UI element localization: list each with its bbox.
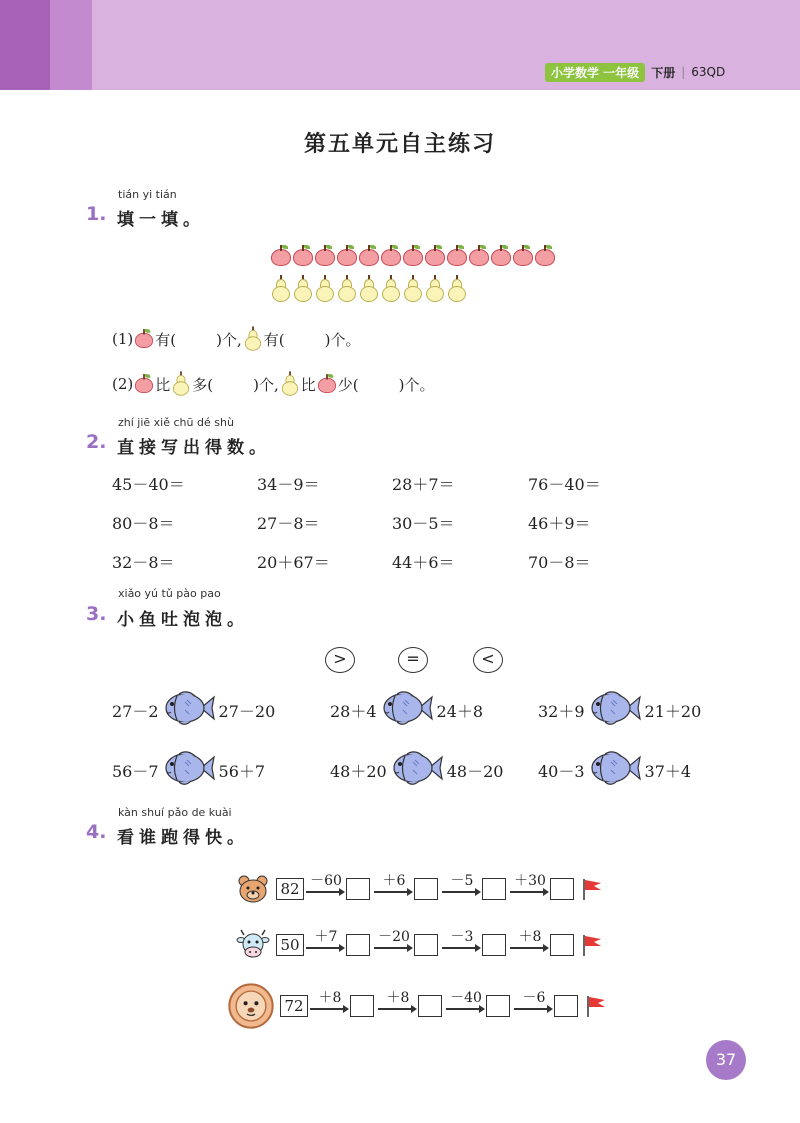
q3-number: 3. xyxy=(86,603,107,625)
q1-line2-prefix: (2) xyxy=(112,375,134,393)
race-row-bear xyxy=(236,872,604,906)
apple-icon xyxy=(134,374,154,394)
answer-box[interactable] xyxy=(414,878,438,900)
fish-comparison xyxy=(538,748,691,792)
header-separator: | xyxy=(681,65,686,79)
fish-icon xyxy=(163,688,215,728)
calc-problem[interactable]: 32－8＝ xyxy=(112,553,175,572)
q1-line1-has2: 有( xyxy=(263,330,285,349)
race-step xyxy=(304,929,372,956)
page-header xyxy=(0,0,800,90)
fish-icon xyxy=(391,748,443,788)
apple-icon xyxy=(512,245,534,267)
race-step xyxy=(508,929,576,956)
answer-box[interactable] xyxy=(346,878,370,900)
page-number: 37 xyxy=(706,1040,746,1080)
right-expression: 37＋4 xyxy=(644,761,692,781)
answer-box[interactable] xyxy=(550,878,574,900)
fish-comparison xyxy=(330,688,483,732)
pear-icon xyxy=(380,275,402,303)
arrow-icon xyxy=(374,891,411,893)
arrow-icon xyxy=(514,1008,551,1010)
header-badge xyxy=(545,63,725,81)
q4-pinyin: kàn shuí pǎo de kuài xyxy=(118,806,232,819)
apple-icon xyxy=(402,245,424,267)
apple-icon xyxy=(292,245,314,267)
left-expression: 56－7 xyxy=(112,761,159,781)
apple-icon xyxy=(446,245,468,267)
left-expression: 40－3 xyxy=(538,761,585,781)
page-title: 第五单元自主练习 xyxy=(303,132,496,157)
q2-number: 2. xyxy=(86,431,107,453)
fish-answer-slot[interactable] xyxy=(159,688,219,732)
arrow-icon xyxy=(442,891,479,893)
fish-comparison xyxy=(330,748,503,792)
arrow-icon xyxy=(510,891,547,893)
calc-problem[interactable]: 46＋9＝ xyxy=(528,514,591,533)
arrow-icon xyxy=(446,1008,483,1010)
race-step xyxy=(372,873,440,900)
q1-line1-end: )个。 xyxy=(324,330,361,349)
fish-icon xyxy=(163,748,215,788)
q3-pinyin: xiǎo yú tǔ pào pao xyxy=(118,587,221,600)
fish-icon xyxy=(589,748,641,788)
start-number: 72 xyxy=(280,995,308,1017)
pear-icon xyxy=(270,275,292,303)
q4-title: 看谁跑得快。 xyxy=(117,828,249,848)
pear-icon xyxy=(314,275,336,303)
calc-problem[interactable]: 34－9＝ xyxy=(257,475,320,494)
header-code: 63QD xyxy=(691,65,726,79)
start-number: 50 xyxy=(276,934,304,956)
calc-problem[interactable]: 76－40＝ xyxy=(528,475,601,494)
fish-answer-slot[interactable] xyxy=(377,688,437,732)
fish-comparison xyxy=(112,748,265,792)
q1-line2-end: )个。 xyxy=(398,375,435,394)
apple-icon xyxy=(534,245,556,267)
operation-label: ＋8 xyxy=(386,990,410,1006)
operation-label: －40 xyxy=(450,990,482,1006)
calc-problem[interactable]: 20＋67＝ xyxy=(257,553,330,572)
race-step xyxy=(308,990,376,1017)
header-strip-mid xyxy=(50,0,92,90)
answer-box[interactable] xyxy=(414,934,438,956)
calc-problem[interactable]: 80－8＝ xyxy=(112,514,175,533)
right-expression: 21＋20 xyxy=(644,701,702,721)
apple-icon xyxy=(314,245,336,267)
q3-title: 小鱼吐泡泡。 xyxy=(117,610,249,630)
calc-problem[interactable]: 45－40＝ xyxy=(112,475,185,494)
race-step xyxy=(440,873,508,900)
operation-label: ＋7 xyxy=(314,929,338,945)
arrow-icon xyxy=(310,1008,347,1010)
pear-icon xyxy=(446,275,468,303)
start-number: 82 xyxy=(276,878,304,900)
race-step xyxy=(376,990,444,1017)
race-row-lion xyxy=(228,983,608,1029)
fish-answer-slot[interactable] xyxy=(387,748,447,792)
q1-line1-prefix: (1) xyxy=(112,330,134,348)
bear-icon xyxy=(236,872,270,906)
calc-problem[interactable]: 30－5＝ xyxy=(392,514,455,533)
answer-box[interactable] xyxy=(554,995,578,1017)
header-strip-dark xyxy=(0,0,50,90)
left-expression: 48＋20 xyxy=(330,761,387,781)
fish-answer-slot[interactable] xyxy=(585,688,645,732)
right-expression: 56＋7 xyxy=(218,761,266,781)
left-expression: 28＋4 xyxy=(330,701,377,721)
race-step xyxy=(440,929,508,956)
calc-problem[interactable]: 70－8＝ xyxy=(528,553,591,572)
arrow-icon xyxy=(378,1008,415,1010)
answer-box[interactable] xyxy=(350,995,374,1017)
pear-icon xyxy=(424,275,446,303)
fish-icon xyxy=(589,688,641,728)
operation-label: －6 xyxy=(522,990,546,1006)
pear-icon xyxy=(280,371,300,396)
operation-label: ＋8 xyxy=(518,929,542,945)
calc-problem[interactable]: 28＋7＝ xyxy=(392,475,455,494)
fish-answer-slot[interactable] xyxy=(585,748,645,792)
apple-icon xyxy=(317,374,337,394)
pear-icon xyxy=(243,326,263,351)
q1-line2-bi: 比 xyxy=(155,375,171,394)
arrow-icon xyxy=(306,947,343,949)
finish-flag-icon xyxy=(584,994,608,1018)
answer-box[interactable] xyxy=(550,934,574,956)
operation-label: ＋6 xyxy=(382,873,406,889)
pear-row xyxy=(270,275,468,303)
finish-flag-icon xyxy=(580,877,604,901)
operation-label: －5 xyxy=(450,873,474,889)
pear-icon xyxy=(358,275,380,303)
calc-problem[interactable]: 27－8＝ xyxy=(257,514,320,533)
operation-label: －60 xyxy=(310,873,342,889)
race-row-cow xyxy=(236,928,604,962)
arrow-icon xyxy=(374,947,411,949)
left-expression: 32＋9 xyxy=(538,701,585,721)
answer-box[interactable] xyxy=(418,995,442,1017)
q1-line-1 xyxy=(112,325,360,353)
q1-title: 填一填。 xyxy=(117,210,205,230)
fish-comparison xyxy=(538,688,701,732)
right-expression: 24＋8 xyxy=(436,701,484,721)
arrow-icon xyxy=(442,947,479,949)
q2-pinyin: zhí jiē xiě chū dé shù xyxy=(118,416,234,429)
apple-icon xyxy=(336,245,358,267)
operation-label: －20 xyxy=(378,929,410,945)
answer-box[interactable] xyxy=(482,878,506,900)
less-than-bubble: < xyxy=(473,647,503,673)
apple-icon xyxy=(380,245,402,267)
lion-icon xyxy=(228,983,274,1029)
header-subject: 小学数学 一年级 xyxy=(545,63,645,82)
operation-label: ＋8 xyxy=(318,990,342,1006)
apple-icon xyxy=(134,329,154,349)
race-step xyxy=(304,873,372,900)
q1-line1-unit: )个, xyxy=(216,330,242,349)
operation-label: ＋30 xyxy=(514,873,546,889)
answer-box[interactable] xyxy=(346,934,370,956)
q2-title: 直接写出得数。 xyxy=(117,438,271,458)
fish-comparison xyxy=(112,688,275,732)
race-step xyxy=(512,990,580,1017)
left-expression: 27－2 xyxy=(112,701,159,721)
apple-icon xyxy=(490,245,512,267)
q1-number: 1. xyxy=(86,203,107,225)
answer-box[interactable] xyxy=(486,995,510,1017)
apple-row xyxy=(270,245,556,267)
q1-line1-has: 有( xyxy=(155,330,177,349)
apple-icon xyxy=(358,245,380,267)
cow-icon xyxy=(236,928,270,962)
pear-icon xyxy=(336,275,358,303)
apple-icon xyxy=(270,245,292,267)
race-step xyxy=(508,873,576,900)
q4-number: 4. xyxy=(86,821,107,843)
right-expression: 48－20 xyxy=(446,761,504,781)
fish-icon xyxy=(381,688,433,728)
q1-line-2 xyxy=(112,370,434,398)
header-volume: 下册 xyxy=(651,65,676,80)
pear-icon xyxy=(171,371,191,396)
right-expression: 27－20 xyxy=(218,701,276,721)
equal-bubble: = xyxy=(398,647,428,673)
q1-pinyin: tián yi tián xyxy=(118,188,177,201)
q1-line2-bi2: 比 xyxy=(300,375,316,394)
apple-icon xyxy=(468,245,490,267)
race-step xyxy=(444,990,512,1017)
finish-flag-icon xyxy=(580,933,604,957)
answer-box[interactable] xyxy=(482,934,506,956)
apple-icon xyxy=(424,245,446,267)
q1-line2-shao: 少( xyxy=(337,375,359,394)
pear-icon xyxy=(402,275,424,303)
arrow-icon xyxy=(510,947,547,949)
operation-label: －3 xyxy=(450,929,474,945)
greater-than-bubble: > xyxy=(325,647,355,673)
pear-icon xyxy=(292,275,314,303)
q1-line2-duo: 多( xyxy=(192,375,214,394)
calc-problem[interactable]: 44＋6＝ xyxy=(392,553,455,572)
fish-answer-slot[interactable] xyxy=(159,748,219,792)
arrow-icon xyxy=(306,891,343,893)
q1-line2-unit: )个, xyxy=(253,375,279,394)
race-step xyxy=(372,929,440,956)
